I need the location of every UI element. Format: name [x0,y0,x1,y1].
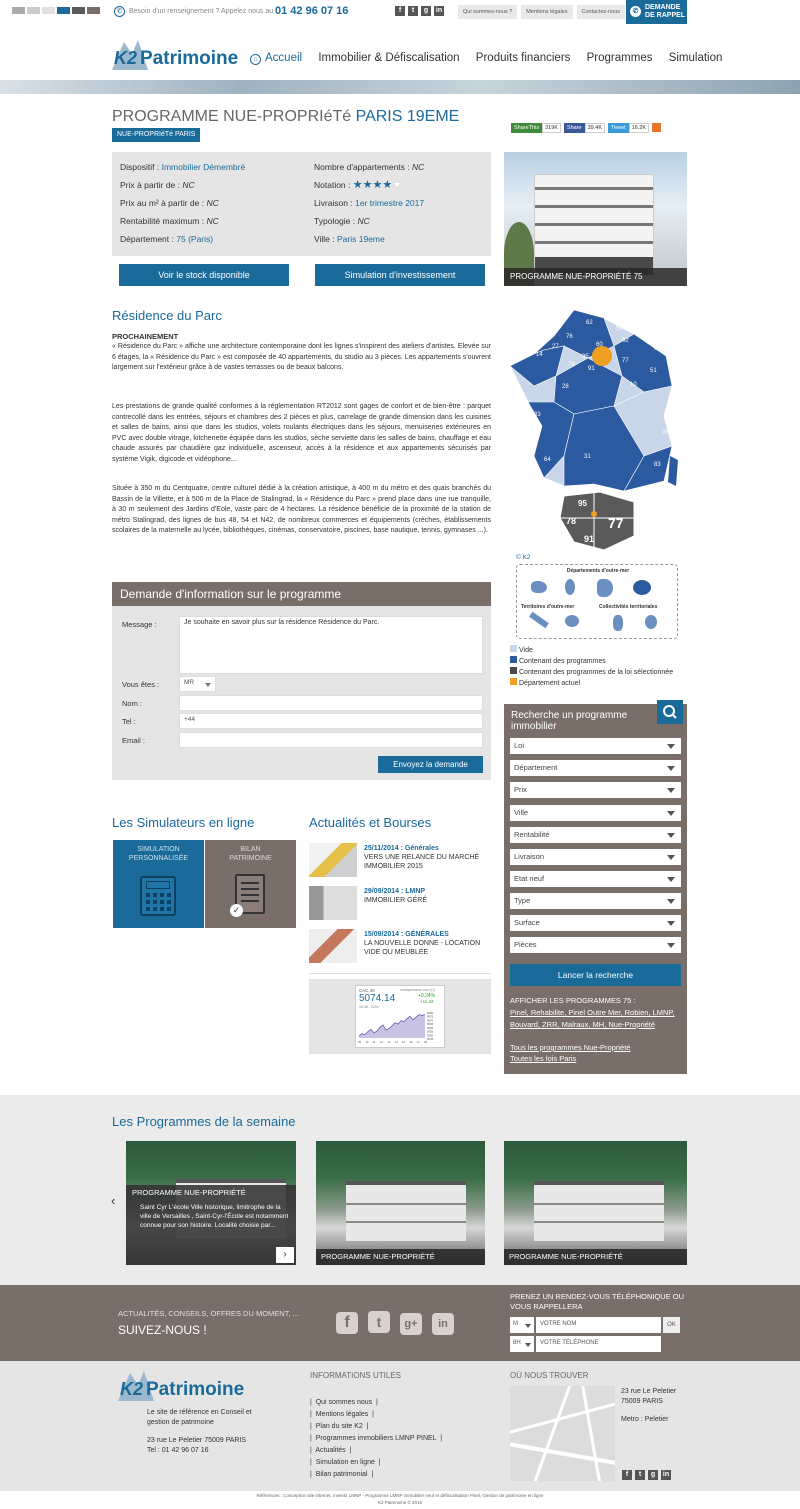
footer-addr1: 23 rue Le Peletier [621,1388,677,1395]
card-description: Saint Cyr L'école Ville historique, limitrophe de la ville de Versailles , Saint-Cyr-l'École est notamment connue pour son histoire. Localité choisie par... [140,1204,289,1229]
bourse-y-tick: 5050 [427,1033,434,1038]
star-empty-icon: ★ [392,179,403,191]
bourse-y-tick: 5045 [427,1037,434,1041]
bourse-widget[interactable] [355,985,445,1048]
logo-k2: K2 [120,1379,144,1399]
chevron-down-icon [525,1324,531,1328]
nom-input[interactable] [179,695,483,711]
follow-line1: ACTUALITÉS, CONSEILS, OFFRES DU MOMENT, ... [118,1309,299,1318]
info-notation: Notation : ★★★★★ [314,179,403,191]
footer-metro: Metro : Peletier [621,1416,669,1423]
swatch-2[interactable] [27,7,40,14]
info-typologie: Typologie : NC [314,216,370,226]
dom-title: Départements d'outre-mer [566,568,630,574]
bourse-y-tick: 5060 [427,1025,434,1030]
submit-request-button[interactable]: Envoyez la demande [378,756,483,773]
department-label: 95 [582,354,589,360]
news-text: IMMOBILIER GÉRÉ [364,897,428,904]
department-label: 64 [544,457,551,463]
card-building [346,1181,466,1241]
info-request-form [112,582,491,780]
guyane-icon[interactable] [597,579,613,597]
swatch-1[interactable] [12,7,25,14]
legend-item: Contenant des programmes de la loi sélectionnée [510,667,673,678]
simulateurs-title: Les Simulateurs en ligne [112,815,255,830]
chevron-down-icon [205,683,211,687]
chevron-down-icon [667,788,675,793]
form-title: Demande d'information sur le programme [120,587,342,601]
legend-swatch-actuel [510,678,517,685]
simulation-button[interactable]: Simulation d'investissement [315,264,485,286]
bourse-x-tick: 13 [387,1040,391,1044]
legend-swatch-vide [510,645,517,652]
bourse-y-tick: 5075 [427,1014,434,1019]
swatch-3[interactable] [42,7,55,14]
stock-button[interactable]: Voir le stock disponible [119,264,289,286]
news-item[interactable] [309,886,491,924]
carousel-prev-icon[interactable]: ‹ [111,1193,116,1208]
card-more-icon[interactable]: › [276,1247,294,1263]
bourse-y-tick: 5080 [427,1011,434,1015]
program-card[interactable] [126,1141,296,1265]
program-info-box [112,152,491,256]
map-copyright: © K2 [516,554,531,561]
bourse-change: +0.24% [418,993,436,999]
header-banner [0,80,800,94]
chevron-down-icon [667,877,675,882]
nav-produits[interactable]: Produits financiers [475,52,571,64]
bourse-x-tick: 11 [372,1040,376,1044]
bilan-line2: PATRIMOINE [229,855,272,862]
swatch-5[interactable] [72,7,85,14]
rdv-ok-button[interactable]: OK [663,1317,680,1333]
department-label: 02 [622,338,629,344]
facebook-icon[interactable]: f [622,1470,632,1480]
legend-swatch-loi [510,667,517,674]
chevron-down-icon [525,1343,531,1347]
bourse-x-tick: 10 [365,1040,369,1044]
bourse-x-tick: 16 [409,1040,413,1044]
search-title: Recherche un programme immobilier [511,710,628,732]
filter-etat[interactable]: Etat neuf [510,871,681,887]
card-caption: PROGRAMME NUE-PROPRIÉTÉ [504,1249,687,1265]
bourse-x-tick: 15 [402,1040,406,1044]
department-label: 76 [566,334,573,340]
legend-swatch-programmes [510,656,517,663]
link-qui-sommes-nous[interactable]: Qui sommes-nous ? [458,5,517,19]
search-law-links[interactable]: Pinel, Rehabilite, Pinel Outre Mer, Robien, LMNP, Bouvard, ZRR, Malraux, MH, Nue-Propriété [510,1008,675,1029]
footer-link[interactable]: | Actualités | [310,1447,352,1454]
bourse-change2: +11.42 [420,999,434,1004]
twitter-icon[interactable]: t [368,1311,390,1333]
france-map-svg [504,306,687,556]
footer-map[interactable] [510,1386,615,1481]
bourse-x-tick: 18 [424,1040,428,1044]
nav-immobilier[interactable]: Immobilier & Défiscalisation [318,52,460,64]
filter-loi[interactable]: Loi [510,738,681,754]
rating-stars [353,180,402,190]
france-map[interactable] [504,306,687,556]
twitter-icon[interactable]: t [635,1470,645,1480]
chevron-down-icon [667,921,675,926]
martinique-icon[interactable] [565,579,575,595]
footer-tel: Tel : 01 42 96 07 16 [147,1447,209,1454]
department-label: 77 [622,358,629,364]
logo[interactable] [112,36,237,74]
department-label: 78 [568,362,575,368]
topbar-links [454,5,625,19]
bilan-line1: BILAN [240,846,261,853]
program-image[interactable] [504,152,687,286]
program-card[interactable] [316,1141,485,1265]
bourse-chart [357,1010,445,1048]
news-text: LA NOUVELLE DONNE - LOCATION VIDE OU MEUBLÉE [364,940,481,956]
main-nav [236,52,722,65]
chevron-down-icon [667,943,675,948]
page-title [112,108,459,126]
chevron-down-icon [667,744,675,749]
swatch-6[interactable] [87,7,100,14]
department-label: 51 [650,368,657,374]
footer-address: 23 rue Le Peletier 75009 PARIS [147,1437,247,1444]
star-filled-icon: ★ [362,179,373,191]
message-label: Message : [122,620,157,629]
card-caption: PROGRAMME NUE-PROPRIÉTÉ [132,1188,246,1197]
sharethis-button[interactable]: ShareThis [511,123,542,133]
idf-department-label: 95 [578,499,587,508]
bourse-x-tick: 09 [358,1040,362,1044]
facebook-share-button[interactable]: Share [564,123,585,133]
nom-label: Nom : [122,699,143,708]
legend-item: Contenant des programmes [510,656,673,667]
department-label: 06 [662,430,669,436]
filter-surface[interactable]: Surface [510,915,681,931]
dom-islands [525,577,671,599]
map-legend [510,645,673,689]
chevron-down-icon [667,766,675,771]
news-date: 15/09/2014 : GÉNÉRALES [364,931,449,938]
reunion-icon[interactable] [633,580,651,595]
tweet-button[interactable]: Tweet [608,123,629,133]
rdv-hour-select[interactable]: 8H [510,1336,534,1352]
nav-home[interactable]: ⌂ Accueil [250,52,302,64]
bourse-value: 5074.14 [359,993,396,1004]
rdv-tel-input[interactable]: VOTRE TÉLÉPHONE [536,1336,661,1352]
bourse-time: 18:38 - 3204 [359,1005,379,1009]
linkedin-icon[interactable]: in [432,1313,454,1335]
logo-name: Patrimoine [140,48,239,69]
footer-link[interactable]: | Bilan patrimonial | [310,1471,374,1478]
filter-type[interactable]: Type [510,893,681,909]
filter-rentabilite[interactable]: Rentabilité [510,827,681,843]
department-label: 14 [536,352,543,358]
sim-line1: SIMULATION [137,846,180,853]
where-title: OÙ NOUS TROUVER [510,1371,589,1380]
saint-pierre-icon[interactable] [645,615,657,629]
phone-icon: ✆ [630,6,641,17]
form-header [112,582,491,606]
department-label: 60 [596,342,603,348]
info-nb-appartements: Nombre d'appartements : NC [314,162,425,172]
news-date: 29/09/2014 : LMNP [364,888,426,895]
bourse-y-tick: 5055 [427,1029,434,1034]
department-label: 59 [616,326,623,332]
email-input[interactable] [179,732,483,748]
callback-line1: DEMANDE [645,4,681,11]
info-title: INFORMATIONS UTILES [310,1371,401,1380]
tom-title: Territoires d'outre-mer [521,604,575,610]
googleplus-icon[interactable]: g [648,1470,658,1480]
footer-logo[interactable] [118,1367,243,1405]
vous-label: Vous êtes : [122,680,160,689]
guadeloupe-icon[interactable] [531,581,547,593]
department-label: 83 [654,462,661,468]
help-text: Besoin d'un renseignement ? Appelez nous au [129,8,274,15]
department-label: 28 [562,384,569,390]
residence-paragraph-2: Les prestations de grande qualité conformes à la réglementation RT2012 sont gages de confort et de bien-être : parquet contrecollé dans les entrées, séjours et chambres des 2 pièces et plus, carrelage de grande dimension dans les cuisines et salles de bains, ainsi que dans les studios, volets roulants électriques dans les séjours, menuiseries extérieures en PVC avec double vitrage, kitchenette équipée dans les studios, sèche serviette dans les salles de bains, chauffage et eau chaude assurés par chaudière gaz individuelle, ascenseur, accès à la résidence et aux appartements sécurisés par système Vigik, digicode et vidéophone... [112,403,491,463]
bourse-y-tick: 5065 [427,1022,434,1027]
swatch-4[interactable] [57,7,70,14]
news-thumbnail [309,929,357,963]
dispositif-link[interactable]: Immobilier Démembré [161,162,246,172]
color-swatches [12,7,102,16]
news-item[interactable] [309,843,491,881]
department-label: 10 [630,382,637,388]
program-image-caption: PROGRAMME NUE-PROPRIÉTÉ 75 [504,268,687,286]
filter-ville[interactable]: Ville [510,805,681,821]
chevron-down-icon [667,899,675,904]
info-departement: Département : 75 (Paris) [120,234,214,244]
residence-paragraph-3: Située à 350 m du Centquatre, centre culturel dédié à la création artistique, à 400 m du métro et des quais branchés du Bassin de la Villette, et à 500 m de la Place de Stalingrad, la « Résidence du Parc » prend place dans une rue tranquille, à 30 m seulement des Jardins d'Eole, vaste parc de 4 hectares. La résidence bénéficie de la proximité de la station de métro Stalingrad, des lignes de bus 48, 54 et N42, de nombreux commerces et équipements (crèches, établissements scolaires de la maternelle au lycée, bibliothèques, cinémas, conservatoire, piscines, base nautique, tennis, gymnases ...). [112,485,491,534]
rdv-name-input[interactable]: VOTRE NOM [536,1317,661,1333]
all-paris-link[interactable]: Toutes les lois Paris [510,1054,577,1063]
chevron-down-icon [667,833,675,838]
nouvelle-caledonie-icon[interactable] [529,612,549,628]
callback-button[interactable] [626,0,687,24]
star-filled-icon: ★ [372,179,383,191]
sharethis-count: 319K [542,123,561,133]
department-label: 91 [588,366,595,372]
idf-department-label: 77 [608,515,624,531]
info-dispositif: Dispositif : Immobilier Démembré [120,162,246,172]
mayotte-icon[interactable] [613,615,623,631]
paris-zoom-dot [591,511,597,517]
department-label: 33 [534,412,541,418]
link-contact[interactable]: Contactez-nous [577,5,626,19]
residence-title: Résidence du Parc [112,308,222,323]
footer-addr2: 75009 PARIS [621,1398,663,1405]
logo-name: Patrimoine [146,1379,245,1400]
all-np-link[interactable]: Tous les programmes Nue-Propriété [510,1043,631,1052]
card-building [534,1181,664,1241]
legend-item: Vide [510,645,673,656]
footer-link[interactable]: | Programmes immobiliers LMNP PINEL | [310,1435,443,1442]
corsica [668,456,678,486]
tel-input[interactable]: +44 [179,713,483,729]
department-label: 62 [586,320,593,326]
news-thumbnail [309,886,357,920]
footer-link[interactable]: | Plan du site K2 | [310,1423,369,1430]
col-title: Collectivités territoriales [599,604,658,610]
divider [309,973,491,974]
rss-icon[interactable] [652,123,661,132]
filter-pieces[interactable]: Pièces [510,937,681,953]
follow-social [336,1311,454,1335]
department-label: 31 [584,454,591,460]
civilite-select[interactable]: MR [179,676,216,692]
sim-personnalisee-tile[interactable] [113,840,204,928]
news-text: VERS UNE RELANCE DU MARCHÉ IMMOBILIER 2015 [364,854,480,870]
filter-departement[interactable]: Département [510,760,681,776]
filter-livraison[interactable]: Livraison [510,849,681,865]
message-textarea[interactable]: Je souhaite en savoir plus sur la résidence Résidence du Parc. [179,616,483,674]
linkedin-icon[interactable]: in [662,1471,670,1478]
semaine-title: Les Programmes de la semaine [112,1114,296,1129]
department-label: 08 [654,346,661,352]
footer-links [310,1397,442,1481]
current-department [592,346,612,366]
chevron-down-icon [667,811,675,816]
title-part-a: PROGRAMME NUE-PROPRIéTé [112,108,352,125]
footer-link[interactable]: | Simulation en ligne | [310,1459,381,1466]
bilan-patrimoine-tile[interactable] [205,840,296,928]
search-icon[interactable] [657,700,683,724]
info-rentabilite: Rentabilité maximum : NC [120,216,219,226]
residence-paragraph-1: « Résidence du Parc » affiche une architecture contemporaine dont les lignes s'inspirent des ateliers d'artistes. Elevée sur 6 étages, la « Résidence du Parc » est composée de 40 appartements, du studio au 3 pièces. Les appartements s'ouvrent largement sur l'extérieur grâce à de vastes terrasses ou de beaux balcons. [112,343,491,371]
topbar-social [392,5,444,16]
info-prixm2: Prix au m² à partir de : NC [120,198,219,208]
facebook-icon[interactable]: f [395,6,405,16]
bourse-index: CAC 40 [359,988,375,993]
department-label: 27 [552,344,559,350]
bourse-x-tick: 12 [380,1040,384,1044]
footer-refs: Références : Conception site internet, Investir LMNP - Programme LMNP immobilier neuf et défiscalisation Pinel, Gestion de patrimoine en ligne [256,1493,544,1498]
logo-k2: K2 [114,48,138,68]
card-caption: PROGRAMME NUE-PROPRIÉTÉ [316,1249,485,1265]
tweet-count: 16.2K [629,123,649,133]
footer-tagline: Le site de référence en Conseil et gestion de patrimoine [147,1409,252,1426]
footer-copyright: K2 Patrimoine © 2015 [377,1500,423,1505]
outre-mer-box [516,564,678,639]
bourse-x-tick: 14 [394,1040,398,1044]
phone-number[interactable]: 01 42 96 07 16 [275,5,349,17]
program-card[interactable] [504,1141,687,1265]
footer-link[interactable]: | Mentions légales | [310,1411,374,1418]
departement-link[interactable]: 75 (Paris) [176,234,214,244]
news-date: 25/11/2014 : Générales [364,845,439,852]
share-bar [511,123,661,134]
info-prix: Prix à partir de : NC [120,180,195,190]
star-filled-icon: ★ [352,179,363,191]
bourse-y-tick: 5070 [427,1018,434,1023]
news-thumbnail [309,843,357,877]
nav-programmes[interactable]: Programmes [586,52,653,64]
googleplus-icon[interactable]: g [421,6,431,16]
info-livraison: Livraison : 1er trimestre 2017 [314,198,425,208]
actus-title: Actualités et Bourses [309,815,432,830]
footer [0,1361,800,1491]
twitter-icon[interactable]: t [408,6,418,16]
polynesie-icon[interactable] [565,615,579,627]
rdv-civ-select[interactable]: M [510,1317,534,1333]
department-label: 40 [532,432,539,438]
sim-line2: PERSONNALISÉE [128,855,189,862]
title-part-b: PARIS 19EME [355,108,460,125]
header [0,24,800,80]
legend-item: Département actuel [510,678,673,689]
footer-link[interactable]: | Qui sommes nous | [310,1399,378,1406]
follow-line2: SUIVEZ-NOUS ! [118,1323,207,1337]
check-icon: ✓ [230,904,243,917]
residence-status: PROCHAINEMENT [112,332,179,341]
search-submit-button[interactable]: Lancer la recherche [510,964,681,986]
idf-department-label: 78 [566,516,577,526]
facebook-icon[interactable]: f [336,1312,358,1334]
googleplus-icon[interactable]: g+ [400,1313,422,1335]
news-item[interactable] [309,929,491,967]
rdv-title: PRENEZ UN RENDEZ-VOUS TÉLÉPHONIQUE OU VOUS RAPPELLERA [510,1292,685,1311]
idf-department-label: 91 [584,534,595,544]
star-filled-icon: ★ [382,179,393,191]
bourse-x-tick: 17 [416,1040,420,1044]
info-ville: Ville : Paris 19eme [314,234,385,244]
tel-label: Tel : [122,717,136,726]
link-mentions[interactable]: Mentions légales [521,5,572,19]
footer-social [619,1469,671,1480]
ville-link[interactable]: Paris 19eme [337,234,385,244]
email-label: Email : [122,736,145,745]
follow-bar [0,1285,800,1361]
bourse-source: chartpauvaise.com (C) [400,988,436,992]
search-afficher: AFFICHER LES PROGRAMMES 75 : [510,996,636,1005]
building-shape [534,174,654,274]
nav-simulation[interactable]: Simulation [668,52,723,64]
linkedin-icon[interactable]: in [435,7,443,14]
callback-line2: DE RAPPEL [645,12,686,19]
facebook-share-count: 39.4K [585,123,605,133]
magnifier-glyph [657,700,683,724]
calculator-icon [140,876,176,916]
program-tag[interactable]: NUE-PROPRIéTé PARIS [112,128,200,142]
home-icon: ⌂ [250,54,261,65]
chevron-down-icon [667,855,675,860]
filter-prix[interactable]: Prix [510,782,681,798]
topbar [0,0,800,24]
phone-icon: ✆ [114,6,125,17]
